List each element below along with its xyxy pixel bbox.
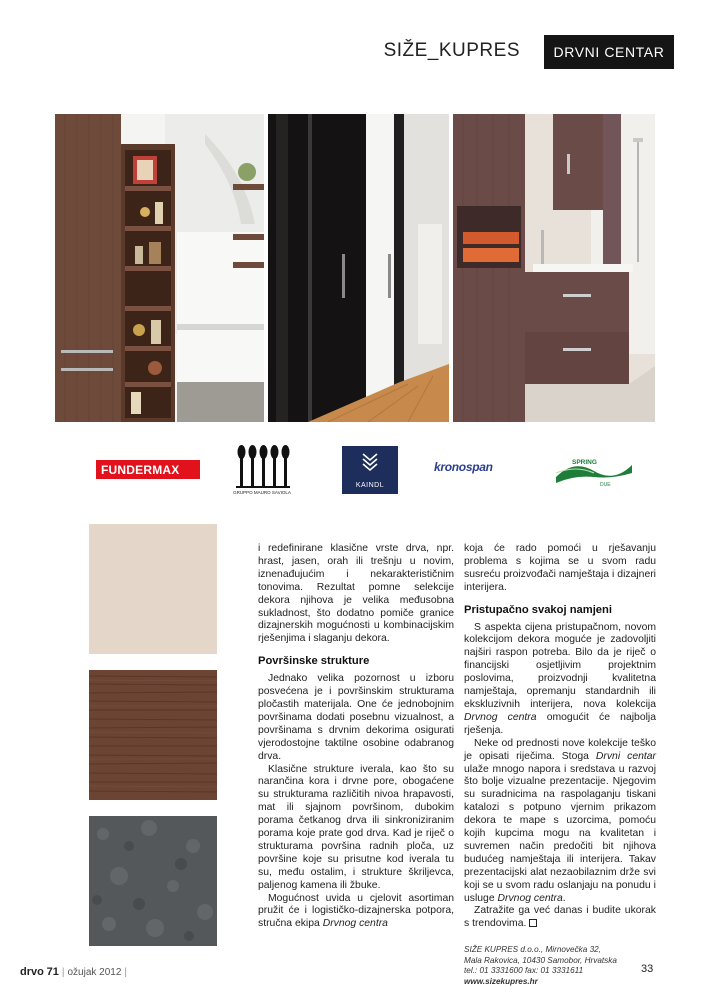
kaindl-logo	[342, 446, 398, 494]
issue-number: 71	[46, 966, 59, 978]
paragraph-accessible-1	[464, 622, 656, 738]
contact-address: Mala Rakovica, 10430 Samobor, Hrvatska	[464, 955, 617, 965]
paragraph-accessible-2-text-b: ulaže mnogo napora i sredstava u razvoj što bolje vizualne prezentacije. Njegovim su suradnicima na raspolaganju tiskani katalozi s potpuno vjernim prikazom dekora te mape s uzorcima, pomoću kojih kupcima mogu na kvalitetan i suvremen način predočiti bit njihova budućeg namještaja ili interijera. Takav prezentacijski alat nezaobilaznim drže svi koji se u svom radu oslanjaju na ponudu i usluge	[464, 763, 656, 904]
paragraph-surface-3-text-a: Mogućnost uvida u cjelovit asortiman pružit će i logističko-dizajnerska potpora, stručna ekipa	[258, 892, 454, 930]
contact-website-link[interactable]: www.sizekupres.hr	[464, 976, 538, 986]
drvni-centar-mention: Drvni centar	[595, 750, 656, 762]
contact-block	[464, 945, 656, 987]
paragraph-surface-1: Jednako velika pozornost u izboru posvećena je i površinskim strukturama pločastih materijala. One će jednobojnim površinama dodati posebnu vizualnost, a površinama s drvnim dekorima osigurati vjerodostojne taktilne osobine odabranog drva.	[258, 673, 454, 762]
bathroom-furniture-photo	[453, 114, 655, 422]
paragraph-accessible-2-text-a: Neke od prednosti nove kolekcije teško je opisati riječima. Stoga	[464, 737, 656, 762]
article-column-left	[258, 543, 454, 931]
fundermax-logo-text-1: FUNDER	[101, 462, 153, 477]
paragraph-surface-3-continued: koja će rado pomoći u rješavanju problema s kojima se u svom radu susreću proizvođači namještaja i dizajneri interijera.	[464, 543, 656, 593]
page-number: 33	[641, 963, 654, 975]
kitchen-shelving-photo	[55, 114, 264, 422]
due-logo-text: DUE	[600, 482, 611, 487]
spring-due-logo	[554, 455, 634, 487]
section-title: SIŽE_KUPRES	[383, 40, 520, 61]
section-heading-accessible: Pristupačno svakoj namjeni	[464, 603, 612, 616]
mauro-saviola-caption: GRUPPO MAURO SAVIOLA	[233, 490, 291, 495]
slate-decor-swatch	[89, 816, 217, 946]
section-heading-surface-structures: Površinske strukture	[258, 655, 370, 668]
contact-company: SIŽE KUPRES d.o.o., Mirnovečka 32,	[464, 945, 601, 955]
drvni-centar-mention: Drvnog centra	[464, 711, 537, 723]
kaindl-chevron-icon	[342, 446, 398, 476]
paragraph-surface-2: Klasične strukture iverala, kao što su narančina kora i drvne pore, obogaćene su strukturama različitih nivoa hrapavosti, mat ili sjajnom površinom, dubokim porama četkanog drva ili sinkroniziranim porama koje prate god drva. Kad je riječ o strukturama površina radnih ploča, uz površine koje su prisutne kod iverala tu su, među ostalim, i strukture škriljevca, paljenog kamena ili žbuke.	[258, 763, 454, 891]
paragraph-accessible-2-text-c: .	[562, 892, 566, 904]
paragraph-accessible-1-text-a: S aspekta cijena pristupačnom, novom kolekcijom dekora moguće je zadovoljiti najširi raspon potreba. Bilo da je riječ o financijski osjetljivim projektnim poslovima, proizvodnji kvalitetna namještaja, opremanju standardnih ili ekskluzivnih interijera, nova kolekcija	[464, 621, 656, 710]
wardrobe-corridor-photo	[268, 114, 449, 422]
trees-icon	[230, 444, 294, 490]
page-footer: drvo 71 | ožujak 2012 |	[20, 966, 128, 978]
article-column-right	[464, 543, 656, 987]
mauro-saviola-logo	[230, 444, 294, 498]
paragraph-call-to-action	[464, 905, 656, 931]
article-intro-paragraph: i redefinirane klasične vrste drva, npr. hrast, jasen, orah ili trešnju u novim, iznenađujućim i nekarakterističnim tonovima. Rezultat pomne selekcije dekora njihova je velika međusobna sukladnost, što dodatno pomiče granice dizajnerskih mogućnosti u kombinacijskim rješenjima i slaganju dekora.	[258, 543, 454, 645]
paragraph-call-to-action-text: Zatražite ga već danas i budite ukorak s trendovima.	[464, 905, 656, 930]
paragraph-accessible-2	[464, 738, 656, 906]
kaindl-logo-text: KAINDL	[355, 482, 385, 489]
magazine-name: drvo	[20, 966, 44, 978]
contact-phone: tel.: 01 3331600 fax: 01 3331611	[464, 966, 584, 976]
brand-logos-row	[90, 440, 650, 500]
brand-badge: DRVNI CENTAR	[544, 35, 674, 69]
paragraph-surface-3	[258, 893, 454, 932]
drvni-centar-mention: Drvnog centra	[322, 918, 388, 930]
fundermax-logo-text-2: MAX	[152, 462, 180, 477]
end-mark-icon	[529, 919, 537, 927]
spring-logo-text: SPRING	[572, 459, 597, 466]
beige-decor-swatch	[89, 524, 217, 654]
kronospan-logo: kronospan	[434, 460, 493, 474]
issue-date: ožujak 2012	[67, 967, 122, 978]
interior-photo-strip	[55, 114, 655, 422]
drvni-centar-mention: Drvnog centra	[497, 892, 563, 904]
walnut-decor-swatch	[89, 670, 217, 800]
paragraph-accessible-1-text-b: omogućit će najbolja rješenja.	[464, 711, 656, 736]
fundermax-logo	[96, 460, 200, 479]
